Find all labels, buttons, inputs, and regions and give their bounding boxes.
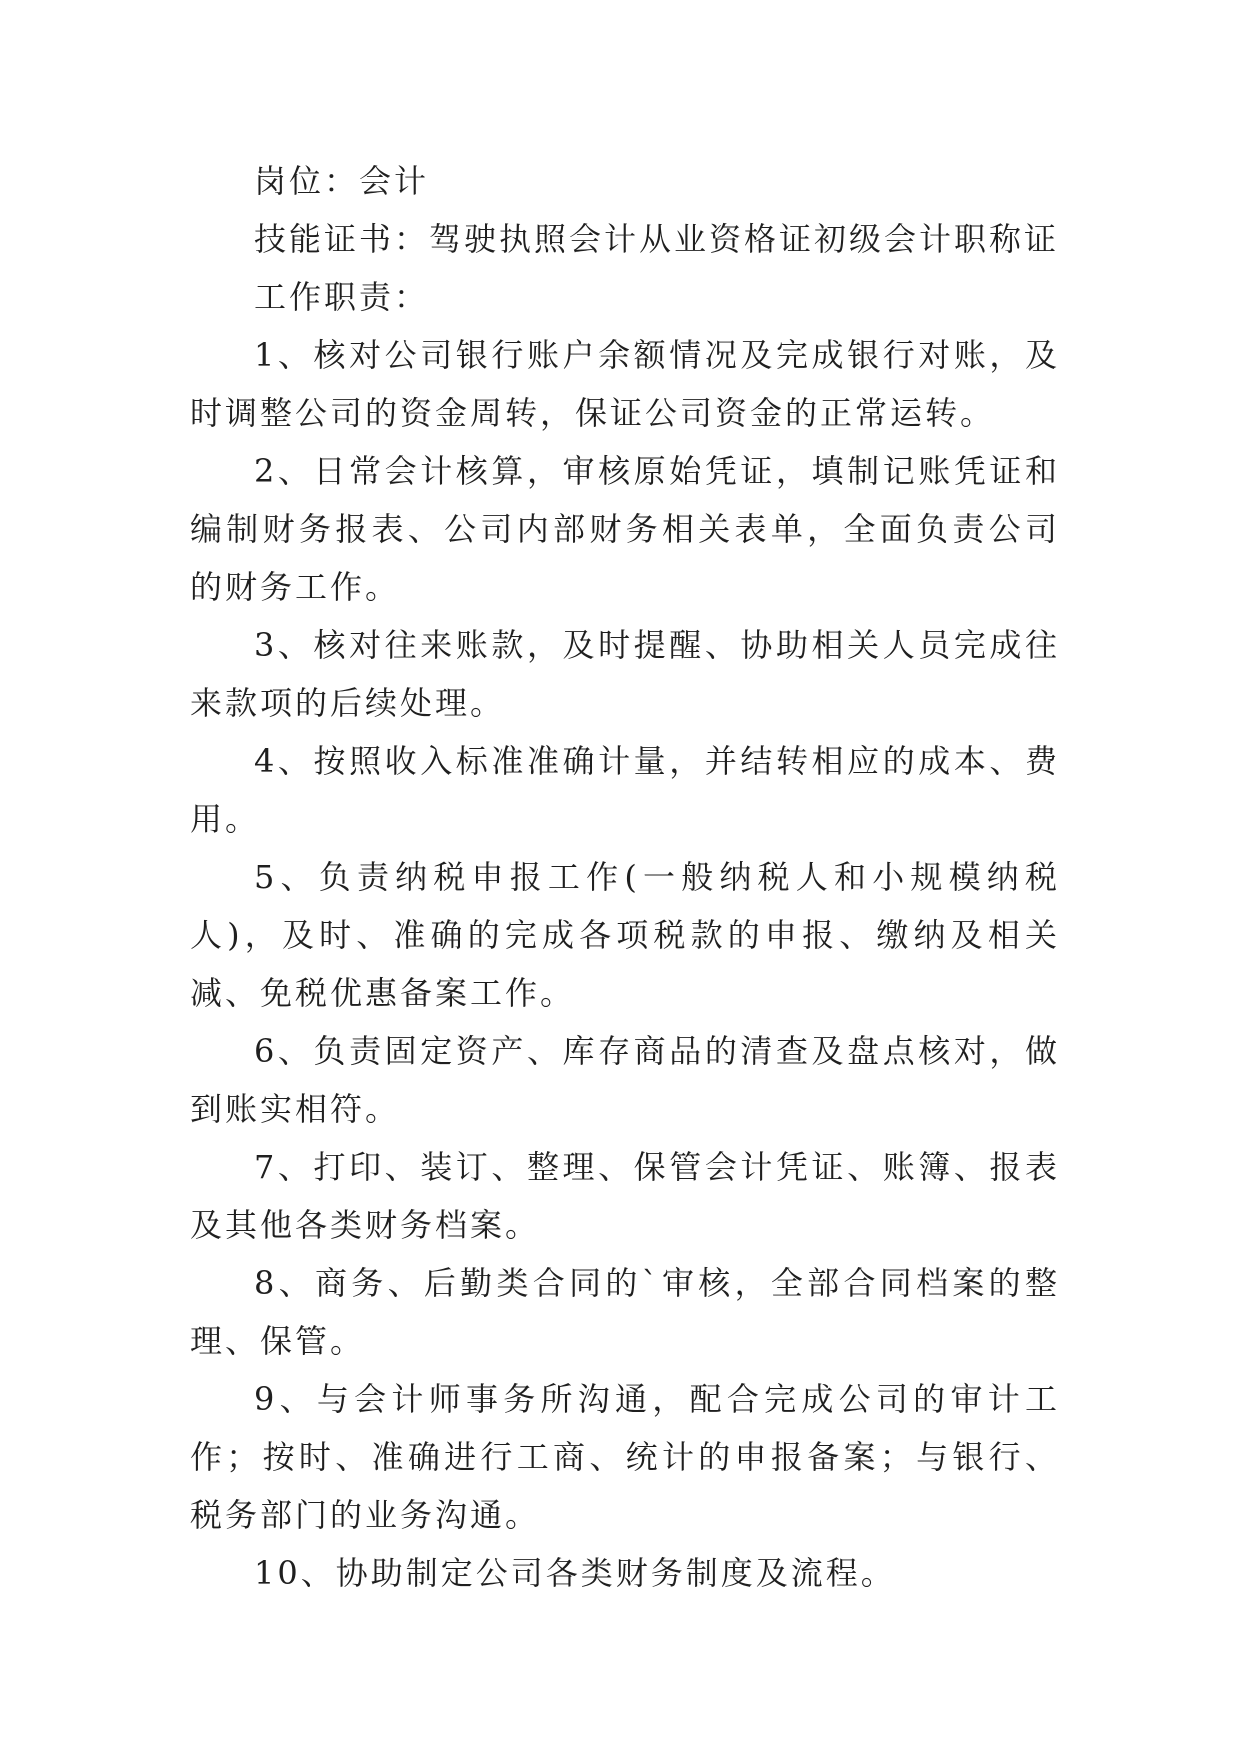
duty-item-1: 1、核对公司银行账户余额情况及完成银行对账，及时调整公司的资金周转，保证公司资金的正常运转。	[190, 336, 1060, 432]
duty-item-9: 9、与会计师事务所沟通，配合完成公司的审计工作；按时、准确进行工商、统计的申报备案；与银行、税务部门的业务沟通。	[190, 1380, 1060, 1534]
duty-item-5: 5、负责纳税申报工作(一般纳税人和小规模纳税人)，及时、准确的完成各项税款的申报、缴纳及相关减、免税优惠备案工作。	[190, 858, 1060, 1012]
position-line: 岗位：会计	[254, 162, 430, 200]
duty-item-4: 4、按照收入标准准确计量，并结转相应的成本、费用。	[190, 742, 1060, 838]
duty-item-10: 10、协助制定公司各类财务制度及流程。	[254, 1554, 896, 1592]
certificates-line: 技能证书：驾驶执照会计从业资格证初级会计职称证	[254, 220, 1060, 258]
duty-item-2: 2、日常会计核算，审核原始凭证，填制记账凭证和编制财务报表、公司内部财务相关表单，全面负责公司的财务工作。	[190, 452, 1060, 606]
document-body	[190, 152, 1060, 1602]
duty-item-3: 3、核对往来账款，及时提醒、协助相关人员完成往来款项的后续处理。	[190, 626, 1060, 722]
duty-item-8: 8、商务、后勤类合同的`审核，全部合同档案的整理、保管。	[190, 1264, 1060, 1360]
duty-item-6: 6、负责固定资产、库存商品的清查及盘点核对，做到账实相符。	[190, 1032, 1060, 1128]
duty-item-7: 7、打印、装订、整理、保管会计凭证、账簿、报表及其他各类财务档案。	[190, 1148, 1060, 1244]
duties-title: 工作职责：	[254, 278, 430, 316]
